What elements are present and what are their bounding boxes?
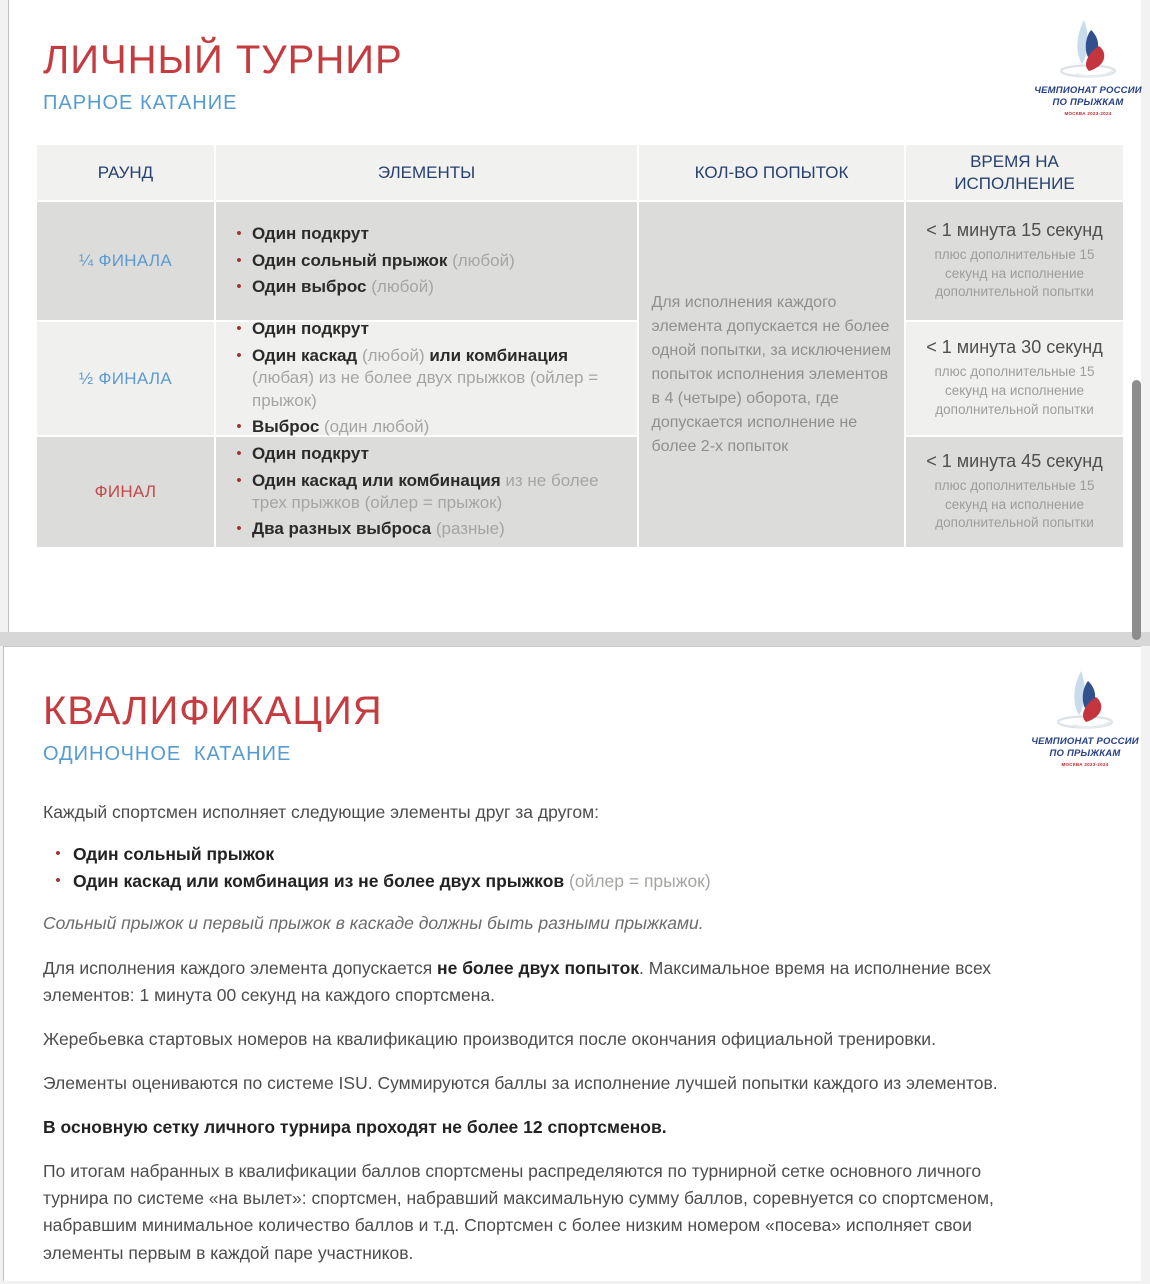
time-limit: < 1 минута 15 секунд: [926, 219, 1103, 240]
time-limit: < 1 минута 30 секунд: [926, 337, 1103, 358]
element-note: (один любой): [319, 417, 430, 437]
element-text: Один подкрут: [252, 444, 369, 464]
text-run: Для исполнения каждого элемента допускается: [43, 957, 438, 978]
bullet-icon: •: [236, 320, 242, 338]
element-note: (ойлер = прыжок): [564, 870, 711, 891]
page1-title: ЛИЧНЫЙ ТУРНИР: [43, 38, 403, 82]
championship-logo: [1026, 669, 1144, 767]
list-item: [226, 223, 369, 246]
text-run-bold: не более двух попыток: [437, 957, 640, 978]
bullet-icon: •: [236, 278, 242, 296]
logo-title: [1029, 85, 1147, 109]
italic-note: Сольный прыжок и первый прыжок в каскаде должны быть разными прыжками.: [43, 913, 704, 934]
attempts-paragraph: [43, 955, 998, 1009]
page-personal-tournament: [8, 0, 1141, 632]
time-note: плюс дополнительные 15 секунд на исполнение дополнительной попытки: [934, 364, 1095, 417]
bullet-icon: •: [55, 845, 61, 863]
col-header-elements: ЭЛЕМЕНТЫ: [216, 145, 637, 200]
attempts-note-cell: [639, 202, 904, 547]
page2-title: КВАЛИФИКАЦИЯ: [43, 689, 383, 733]
element-text: или комбинация: [429, 345, 569, 365]
element-text: Выброс: [252, 417, 320, 437]
round-label-semifinal: ½ ФИНАЛА: [37, 322, 214, 435]
list-item: [43, 870, 998, 894]
bullet-icon: •: [236, 445, 242, 463]
col-header-round: РАУНД: [37, 145, 214, 200]
element-text: Один подкрут: [252, 319, 369, 339]
logo-title: [1026, 736, 1144, 760]
list-item: [43, 843, 998, 867]
logo-title-line2: ПО ПРЫЖКАМ: [1049, 747, 1121, 759]
col-header-time: [906, 145, 1123, 200]
round-label-final: ФИНАЛ: [37, 437, 214, 547]
list-item: [226, 276, 434, 299]
logo-title-line1: ЧЕМПИОНАТ РОССИИ: [1034, 85, 1142, 96]
bullet-icon: •: [236, 418, 242, 436]
logo-flame-icon: [1038, 18, 1138, 80]
elements-quarterfinal: [216, 202, 637, 320]
element-note: (любой): [357, 345, 430, 365]
attempts-note: Для исполнения каждого элемента допускается не более одной попытки, за исключением попыток исполнения элементов в 4 (четыре) оборота, где допускается исполнение не более 2-х попыток: [651, 293, 892, 455]
page2-header: [43, 691, 383, 766]
qualification-elements-list: [43, 843, 998, 893]
element-text: Один подкрут: [252, 224, 369, 244]
bullet-icon: •: [55, 871, 61, 889]
logo-title-line2: ПО ПРЫЖКАМ: [1052, 96, 1124, 108]
element-note: (любая) из не более двух прыжков (ойлер = прыжок): [252, 368, 599, 410]
element-text: Два разных выброса: [252, 519, 432, 539]
col-header-time-label: ВРЕМЯ НА ИСПОЛНЕНИЕ: [954, 152, 1075, 193]
elements-final: [216, 437, 637, 547]
time-note: плюс дополнительные 15 секунд на исполнение дополнительной попытки: [934, 477, 1095, 531]
page2-subtitle: ОДИНОЧНОЕ КАТАНИЕ: [43, 743, 292, 765]
bullet-icon: •: [236, 225, 242, 243]
list-item: [226, 318, 369, 341]
page1-header: [43, 40, 403, 115]
bullet-icon: •: [236, 251, 242, 269]
logo-tagline: МОСКВА 2023-2024: [1064, 110, 1112, 116]
element-text: Один выброс: [252, 277, 367, 297]
element-text: Один каскад: [252, 345, 358, 365]
element-note: (любой): [447, 250, 515, 270]
isu-paragraph: Элементы оцениваются по системе ISU. Суммируются баллы за исполнение лучшей попытки каждого из элементов.: [43, 1072, 998, 1093]
championship-logo: [1029, 18, 1147, 116]
time-semifinal: [906, 322, 1123, 435]
draw-paragraph: Жеребьевка стартовых номеров на квалификацию производится после окончания официальной тренировки.: [43, 1028, 936, 1049]
scrollbar[interactable]: [1132, 380, 1141, 640]
time-note: плюс дополнительные 15 секунд на исполнение дополнительной попытки: [934, 246, 1095, 300]
round-label-quarterfinal: ¼ ФИНАЛА: [37, 202, 214, 320]
element-text: Один сольный прыжок: [73, 844, 275, 865]
seeding-paragraph: По итогам набранных в квалификации баллов спортсмены распределяются по турнирной сетке основного личного турнира по системе «на вылет»: спортсмен, набравший максимальную сумму баллов, соревнуется со спортсменом, набравшим минимальное количество баллов и т.д. Спортсмен с более низким номером «посева» исполняет свои элементы первым в каждой паре участников.: [43, 1161, 994, 1263]
element-text: Один каскад или комбинация: [252, 470, 501, 490]
bracket-paragraph: В основную сетку личного турнира проходят не более 12 спортсменов.: [43, 1117, 667, 1137]
element-text: Один сольный прыжок: [252, 250, 448, 270]
time-quarterfinal: [906, 202, 1123, 320]
page1-subtitle: ПАРНОЕ КАТАНИЕ: [43, 92, 238, 114]
logo-tagline: МОСКВА 2023-2024: [1061, 761, 1109, 767]
list-item: [226, 443, 369, 466]
bullet-icon: •: [236, 346, 242, 364]
element-note: из не более трех прыжков (ойлер = прыжок): [252, 470, 599, 512]
page-qualification: [3, 646, 1141, 1281]
list-item: [226, 345, 631, 412]
col-header-attempts: КОЛ-ВО ПОПЫТОК: [639, 145, 904, 200]
page-gap: [0, 632, 1150, 646]
list-item: [226, 518, 505, 541]
time-limit: < 1 минута 45 секунд: [926, 450, 1103, 471]
pairs-rules-table: [37, 145, 1123, 547]
element-text: Один каскад или комбинация из не более двух прыжков: [73, 870, 565, 891]
time-final: [906, 437, 1123, 547]
logo-flame-icon: [1035, 669, 1135, 731]
bullet-icon: •: [236, 471, 242, 489]
list-item: [226, 416, 429, 439]
element-note: (любой): [366, 277, 434, 297]
list-item: [226, 250, 515, 273]
element-note: (разные): [431, 519, 505, 539]
text-run: . Максимальное время на исполнение всех элементов: 1 минута 00 секунд на каждого спортсмена.: [43, 957, 992, 1005]
list-item: [226, 470, 631, 515]
logo-title-line1: ЧЕМПИОНАТ РОССИИ: [1031, 736, 1139, 747]
qualification-text: [43, 799, 998, 1284]
elements-semifinal: [216, 319, 637, 437]
intro-paragraph: Каждый спортсмен исполняет следующие элементы друг за другом:: [43, 802, 599, 822]
bullet-icon: •: [236, 520, 242, 538]
